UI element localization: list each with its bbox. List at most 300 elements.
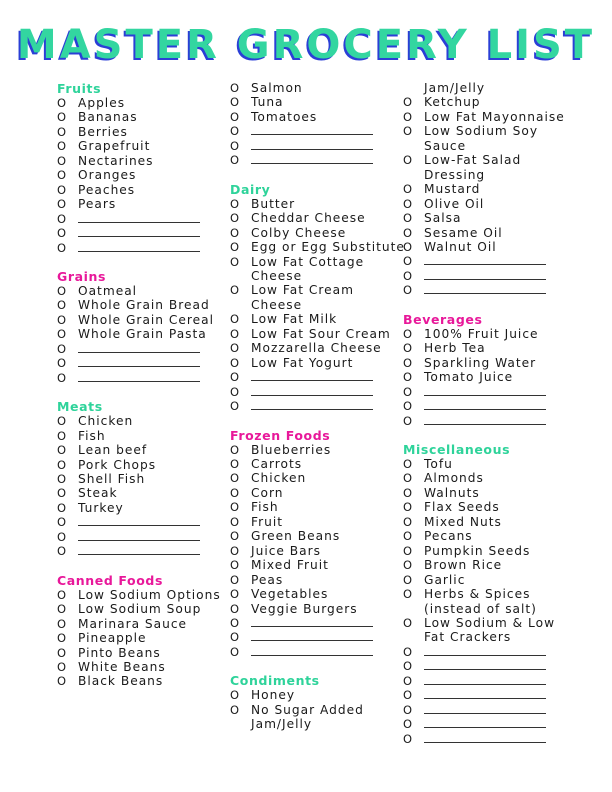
blank-write-in-line[interactable] (251, 153, 373, 164)
blank-write-in-line[interactable] (251, 616, 373, 627)
checkbox-circle-icon[interactable]: O (230, 384, 240, 399)
blank-list-item[interactable] (403, 732, 578, 746)
checkbox-circle-icon[interactable]: O (57, 674, 67, 689)
checkbox-circle-icon[interactable]: O (230, 601, 240, 616)
blank-write-in-line[interactable] (424, 703, 546, 714)
blank-list-item[interactable] (403, 254, 578, 268)
list-item (57, 168, 232, 182)
item-text: Tomato Juice (424, 370, 514, 385)
item-text: Almonds (424, 471, 484, 486)
item-text: Apples (78, 96, 126, 110)
item-text: Fish (251, 500, 279, 515)
blank-list-item[interactable] (230, 139, 405, 153)
section-frozen-foods (230, 428, 405, 660)
item-text: Ketchup (424, 95, 481, 110)
item-text: Corn (251, 485, 284, 500)
checkbox-circle-icon[interactable]: O (230, 702, 240, 717)
blank-list-item[interactable] (230, 399, 405, 413)
checkbox-circle-icon[interactable]: O (403, 717, 413, 732)
section-title: Meats (57, 399, 103, 415)
section-miscellaneous (403, 442, 578, 746)
list-item (57, 602, 232, 616)
checkbox-circle-icon[interactable]: O (57, 226, 67, 241)
list-item (57, 646, 232, 660)
checkbox-circle-icon[interactable]: O (230, 341, 240, 356)
item-text: Tofu (424, 456, 453, 471)
item-text: Bananas (78, 110, 138, 125)
list-item (57, 298, 232, 312)
blank-write-in-line[interactable] (78, 371, 200, 382)
checkbox-circle-icon[interactable]: O (230, 471, 240, 486)
checkbox-circle-icon[interactable]: O (230, 124, 240, 139)
checkbox-circle-icon[interactable]: O (403, 587, 413, 602)
blank-list-item[interactable] (403, 414, 578, 428)
list-item (230, 500, 405, 514)
item-list (57, 414, 232, 559)
checkbox-circle-icon[interactable]: O (403, 384, 413, 399)
blank-write-in-line[interactable] (251, 385, 373, 396)
checkbox-circle-icon[interactable]: O (403, 211, 413, 226)
blank-list-item[interactable] (57, 342, 232, 356)
list-column-3 (403, 81, 578, 746)
item-text: Low Fat Milk (251, 312, 338, 327)
checkbox-circle-icon[interactable]: O (403, 644, 413, 659)
checkbox-circle-icon[interactable]: O (230, 456, 240, 471)
checkbox-circle-icon[interactable]: O (403, 399, 413, 414)
item-text: Butter (251, 196, 296, 211)
item-text: Chicken (78, 414, 134, 429)
item-text: Mixed Nuts (424, 514, 502, 529)
blank-write-in-line[interactable] (424, 399, 546, 410)
checkbox-circle-icon[interactable]: O (403, 529, 413, 544)
list-item (230, 226, 405, 240)
checkbox-circle-icon[interactable]: O (230, 615, 240, 630)
checkbox-circle-icon[interactable]: O (57, 312, 67, 327)
checkbox-circle-icon[interactable]: O (403, 268, 413, 283)
checkbox-circle-icon[interactable]: O (57, 370, 67, 385)
checkbox-circle-icon[interactable]: O (403, 239, 413, 254)
blank-list-item[interactable] (57, 515, 232, 529)
blank-write-in-line[interactable] (78, 530, 200, 541)
blank-write-in-line[interactable] (424, 414, 546, 425)
item-text: Fruit (251, 514, 284, 529)
checkbox-circle-icon[interactable]: O (403, 355, 413, 370)
item-text: Low Sodium & Low Fat Crackers (424, 615, 556, 645)
item-text: Pineapple (78, 631, 147, 646)
list-item (230, 327, 405, 341)
blank-list-item[interactable] (230, 370, 405, 384)
blank-write-in-line[interactable] (78, 515, 200, 526)
blank-write-in-line[interactable] (78, 356, 200, 367)
list-item (403, 211, 578, 225)
item-text: Peas (251, 572, 284, 587)
blank-write-in-line[interactable] (424, 645, 546, 656)
checkbox-circle-icon[interactable]: O (230, 514, 240, 529)
checkbox-circle-icon[interactable]: O (403, 673, 413, 688)
blank-write-in-line[interactable] (251, 399, 373, 410)
checkbox-circle-icon[interactable]: O (57, 486, 67, 501)
checkbox-circle-icon[interactable]: O (57, 153, 67, 168)
checkbox-circle-icon[interactable]: O (403, 413, 413, 428)
list-item (403, 544, 578, 558)
list-item (230, 688, 405, 702)
checkbox-circle-icon[interactable]: O (403, 370, 413, 385)
list-item (57, 284, 232, 298)
checkbox-circle-icon[interactable]: O (57, 645, 67, 660)
item-list (57, 96, 232, 255)
item-text: Whole Grain Cereal (78, 312, 215, 327)
list-item (403, 515, 578, 529)
section-dairy (230, 182, 405, 414)
item-text: Veggie Burgers (251, 601, 358, 616)
checkbox-circle-icon[interactable]: O (57, 139, 67, 154)
list-item (57, 472, 232, 486)
blank-list-item[interactable] (230, 616, 405, 630)
list-item (403, 341, 578, 355)
blank-write-in-line[interactable] (424, 254, 546, 265)
blank-write-in-line[interactable] (424, 674, 546, 685)
section-title: Condiments (230, 673, 320, 689)
item-text: Sesame Oil (424, 225, 503, 240)
blank-list-item[interactable] (57, 241, 232, 255)
section-continued (403, 81, 578, 298)
list-item (403, 327, 578, 341)
blank-write-in-line[interactable] (78, 241, 200, 252)
checkbox-circle-icon[interactable]: O (403, 95, 413, 110)
blank-list-item[interactable] (403, 688, 578, 702)
list-item (403, 110, 578, 124)
list-item (230, 255, 405, 284)
section-title: Fruits (57, 81, 102, 96)
blank-list-item[interactable] (403, 269, 578, 283)
blank-write-in-line[interactable] (424, 659, 546, 670)
item-list (230, 81, 405, 168)
item-text: Pecans (424, 529, 473, 544)
checkbox-circle-icon[interactable]: O (230, 326, 240, 341)
checkbox-circle-icon[interactable]: O (403, 500, 413, 515)
checkbox-circle-icon[interactable]: O (57, 298, 67, 313)
item-text: Low Sodium Options (78, 587, 221, 602)
checkbox-circle-icon[interactable]: O (403, 182, 413, 197)
checkbox-circle-icon[interactable]: O (230, 572, 240, 587)
checkbox-circle-icon[interactable]: O (57, 544, 67, 559)
item-text: Low Fat Sour Cream (251, 326, 391, 341)
blank-write-in-line[interactable] (424, 732, 546, 743)
checkbox-circle-icon[interactable]: O (57, 616, 67, 631)
item-text: Nectarines (78, 153, 154, 168)
checkbox-circle-icon[interactable]: O (403, 731, 413, 746)
list-item (403, 95, 578, 109)
checkbox-circle-icon[interactable]: O (403, 283, 413, 298)
list-item (403, 182, 578, 196)
list-item (57, 154, 232, 168)
section-beverages (403, 312, 578, 428)
list-item (230, 283, 405, 312)
checkbox-circle-icon[interactable]: O (230, 370, 240, 385)
blank-list-item[interactable] (230, 645, 405, 659)
list-item (57, 96, 232, 110)
item-list (403, 327, 578, 428)
list-item (57, 660, 232, 674)
item-text: Egg or Egg Substitute (251, 240, 405, 255)
blank-list-item[interactable] (403, 385, 578, 399)
checkbox-circle-icon[interactable]: O (57, 602, 67, 617)
item-text: Low Sodium Soup (78, 602, 202, 617)
blank-write-in-line[interactable] (424, 717, 546, 728)
list-item (403, 587, 578, 616)
list-item (57, 443, 232, 457)
checkbox-circle-icon[interactable]: O (57, 587, 67, 602)
checkbox-circle-icon[interactable]: O (57, 428, 67, 443)
checkbox-circle-icon[interactable]: O (403, 702, 413, 717)
item-text: Grapefruit (78, 139, 151, 154)
checkbox-circle-icon[interactable]: O (403, 514, 413, 529)
item-text: Cheddar Cheese (251, 211, 366, 226)
item-text: Green Beans (251, 529, 341, 544)
checkbox-circle-icon[interactable]: O (230, 138, 240, 153)
list-item (230, 95, 405, 109)
item-text: Brown Rice (424, 558, 503, 573)
list-item (403, 573, 578, 587)
blank-write-in-line[interactable] (251, 124, 373, 135)
checkbox-circle-icon[interactable]: O (403, 341, 413, 356)
blank-write-in-line[interactable] (78, 226, 200, 237)
checkbox-circle-icon[interactable]: O (57, 500, 67, 515)
checkbox-circle-icon[interactable]: O (57, 211, 67, 226)
checkbox-circle-icon[interactable]: O (230, 399, 240, 414)
checkbox-circle-icon[interactable]: O (57, 631, 67, 646)
blank-write-in-line[interactable] (78, 342, 200, 353)
list-item (230, 457, 405, 471)
item-list (403, 81, 578, 298)
checkbox-circle-icon[interactable]: O (57, 240, 67, 255)
item-text: Flax Seeds (424, 500, 500, 515)
blank-list-item[interactable] (57, 212, 232, 226)
list-item (57, 183, 232, 197)
checkbox-circle-icon[interactable]: O (230, 153, 240, 168)
checkbox-circle-icon[interactable]: O (403, 196, 413, 211)
item-text: Juice Bars (251, 543, 321, 558)
item-text: Honey (251, 688, 296, 703)
blank-list-item[interactable] (230, 153, 405, 167)
checkbox-circle-icon[interactable]: O (403, 572, 413, 587)
checkbox-circle-icon[interactable]: O (403, 225, 413, 240)
item-text: Herbs & Spices (instead of salt) (424, 587, 537, 616)
item-text: Tuna (251, 95, 284, 110)
item-text: Tomatoes (251, 109, 318, 124)
list-item (230, 558, 405, 572)
list-item (57, 139, 232, 153)
blank-list-item[interactable] (403, 659, 578, 673)
list-item (230, 515, 405, 529)
checkbox-circle-icon[interactable]: O (57, 471, 67, 486)
blank-write-in-line[interactable] (424, 688, 546, 699)
item-text: Mozzarella Cheese (251, 341, 382, 356)
item-text: Black Beans (78, 674, 164, 689)
item-text: Oatmeal (78, 283, 138, 298)
item-list (230, 443, 405, 660)
item-list (403, 457, 578, 746)
blank-list-item[interactable] (403, 674, 578, 688)
checkbox-circle-icon[interactable]: O (57, 197, 67, 212)
item-text: No Sugar Added Jam/Jelly (251, 702, 364, 732)
checkbox-circle-icon[interactable]: O (230, 644, 240, 659)
blank-list-item[interactable] (403, 399, 578, 413)
checkbox-circle-icon[interactable]: O (403, 659, 413, 674)
checkbox-circle-icon[interactable]: O (230, 500, 240, 515)
item-text: Berries (78, 124, 128, 139)
checkbox-circle-icon[interactable]: O (230, 225, 240, 240)
checkbox-circle-icon[interactable]: O (230, 543, 240, 558)
checkbox-circle-icon[interactable]: O (230, 283, 240, 298)
item-text: Olive Oil (424, 196, 485, 211)
blank-list-item[interactable] (403, 283, 578, 297)
list-item (403, 616, 578, 645)
checkbox-circle-icon[interactable]: O (57, 457, 67, 472)
checkbox-circle-icon[interactable]: O (57, 414, 67, 429)
checkbox-circle-icon[interactable]: O (230, 109, 240, 124)
section-fruits (57, 81, 232, 255)
blank-write-in-line[interactable] (251, 645, 373, 656)
checkbox-circle-icon[interactable]: O (230, 442, 240, 457)
checkbox-circle-icon[interactable]: O (403, 471, 413, 486)
blank-list-item[interactable] (403, 717, 578, 731)
page-title: MASTER GROCERY LIST (16, 22, 596, 68)
checkbox-circle-icon[interactable]: O (230, 81, 240, 95)
list-item (230, 703, 405, 732)
checkbox-circle-icon[interactable]: O (57, 659, 67, 674)
checkbox-circle-icon[interactable]: O (230, 630, 240, 645)
checkbox-circle-icon[interactable]: O (403, 558, 413, 573)
checkbox-circle-icon[interactable]: O (57, 515, 67, 530)
checkbox-circle-icon[interactable]: O (57, 182, 67, 197)
blank-write-in-line[interactable] (424, 283, 546, 294)
checkbox-circle-icon[interactable]: O (403, 615, 413, 630)
checkbox-circle-icon[interactable]: O (403, 456, 413, 471)
blank-list-item[interactable] (403, 703, 578, 717)
blank-list-item[interactable] (57, 530, 232, 544)
checkbox-circle-icon[interactable]: O (230, 688, 240, 703)
list-item (403, 558, 578, 572)
list-item-continuation (403, 81, 578, 95)
blank-list-item[interactable] (57, 356, 232, 370)
list-item (230, 573, 405, 587)
item-text: Salsa (424, 211, 462, 226)
item-list (230, 197, 405, 414)
blank-list-item[interactable] (57, 226, 232, 240)
list-item (403, 486, 578, 500)
checkbox-circle-icon[interactable]: O (57, 356, 67, 371)
item-text: Pears (78, 197, 117, 212)
list-item (57, 458, 232, 472)
checkbox-circle-icon[interactable]: O (230, 254, 240, 269)
list-item (57, 125, 232, 139)
checkbox-circle-icon[interactable]: O (57, 96, 67, 110)
list-item (57, 631, 232, 645)
blank-write-in-line[interactable] (78, 212, 200, 223)
checkbox-circle-icon[interactable]: O (230, 196, 240, 211)
list-item (403, 529, 578, 543)
checkbox-circle-icon[interactable]: O (230, 485, 240, 500)
list-column-2 (230, 81, 405, 732)
checkbox-circle-icon[interactable]: O (57, 110, 67, 125)
blank-list-item[interactable] (230, 385, 405, 399)
list-item (403, 226, 578, 240)
checkbox-circle-icon[interactable]: O (57, 341, 67, 356)
checkbox-circle-icon[interactable]: O (57, 443, 67, 458)
list-item (403, 370, 578, 384)
list-item (230, 197, 405, 211)
blank-list-item[interactable] (403, 645, 578, 659)
section-title: Canned Foods (57, 572, 163, 588)
checkbox-circle-icon[interactable]: O (57, 168, 67, 183)
list-item (230, 471, 405, 485)
checkbox-circle-icon[interactable]: O (230, 312, 240, 327)
checkbox-circle-icon[interactable]: O (230, 95, 240, 110)
blank-list-item[interactable] (57, 371, 232, 385)
blank-write-in-line[interactable] (424, 269, 546, 280)
list-item (230, 81, 405, 95)
checkbox-circle-icon[interactable]: O (57, 529, 67, 544)
blank-write-in-line[interactable] (251, 370, 373, 381)
checkbox-circle-icon[interactable]: O (230, 355, 240, 370)
checkbox-circle-icon[interactable]: O (57, 283, 67, 298)
checkbox-circle-icon[interactable]: O (403, 124, 413, 139)
checkbox-circle-icon[interactable]: O (403, 326, 413, 341)
item-text: Mustard (424, 182, 481, 197)
item-text: Carrots (251, 456, 303, 471)
section-continued (230, 81, 405, 168)
item-list (230, 688, 405, 731)
checkbox-circle-icon[interactable]: O (230, 240, 240, 255)
checkbox-circle-icon[interactable]: O (403, 109, 413, 124)
item-text: Garlic (424, 572, 466, 587)
checkbox-circle-icon[interactable]: O (57, 327, 67, 342)
item-text: Salmon (251, 81, 303, 95)
item-text: Low Fat Cottage Cheese (251, 254, 365, 283)
blank-write-in-line[interactable] (78, 544, 200, 555)
list-item (230, 544, 405, 558)
item-text: Oranges (78, 168, 137, 183)
checkbox-circle-icon[interactable]: O (230, 211, 240, 226)
blank-write-in-line[interactable] (424, 385, 546, 396)
checkbox-circle-icon[interactable]: O (230, 558, 240, 573)
checkbox-circle-icon[interactable]: O (403, 688, 413, 703)
list-item (403, 356, 578, 370)
item-list (57, 588, 232, 689)
blank-list-item[interactable] (230, 124, 405, 138)
list-item (230, 356, 405, 370)
list-item (403, 197, 578, 211)
section-meats (57, 399, 232, 559)
checkbox-circle-icon[interactable]: O (403, 153, 413, 168)
blank-write-in-line[interactable] (251, 630, 373, 641)
checkbox-circle-icon[interactable]: O (403, 543, 413, 558)
blank-list-item[interactable] (57, 544, 232, 558)
checkbox-circle-icon[interactable]: O (403, 485, 413, 500)
checkbox-circle-icon[interactable]: O (230, 529, 240, 544)
list-item (57, 429, 232, 443)
checkbox-circle-icon[interactable]: O (403, 254, 413, 269)
checkbox-circle-icon[interactable]: O (57, 124, 67, 139)
list-item (230, 587, 405, 601)
item-text: Low Sodium Soy Sauce (424, 124, 539, 153)
blank-write-in-line[interactable] (251, 139, 373, 150)
checkbox-circle-icon[interactable]: O (230, 587, 240, 602)
item-text: Lean beef (78, 443, 148, 458)
item-text: Low Fat Mayonnaise (424, 109, 565, 124)
blank-list-item[interactable] (230, 630, 405, 644)
